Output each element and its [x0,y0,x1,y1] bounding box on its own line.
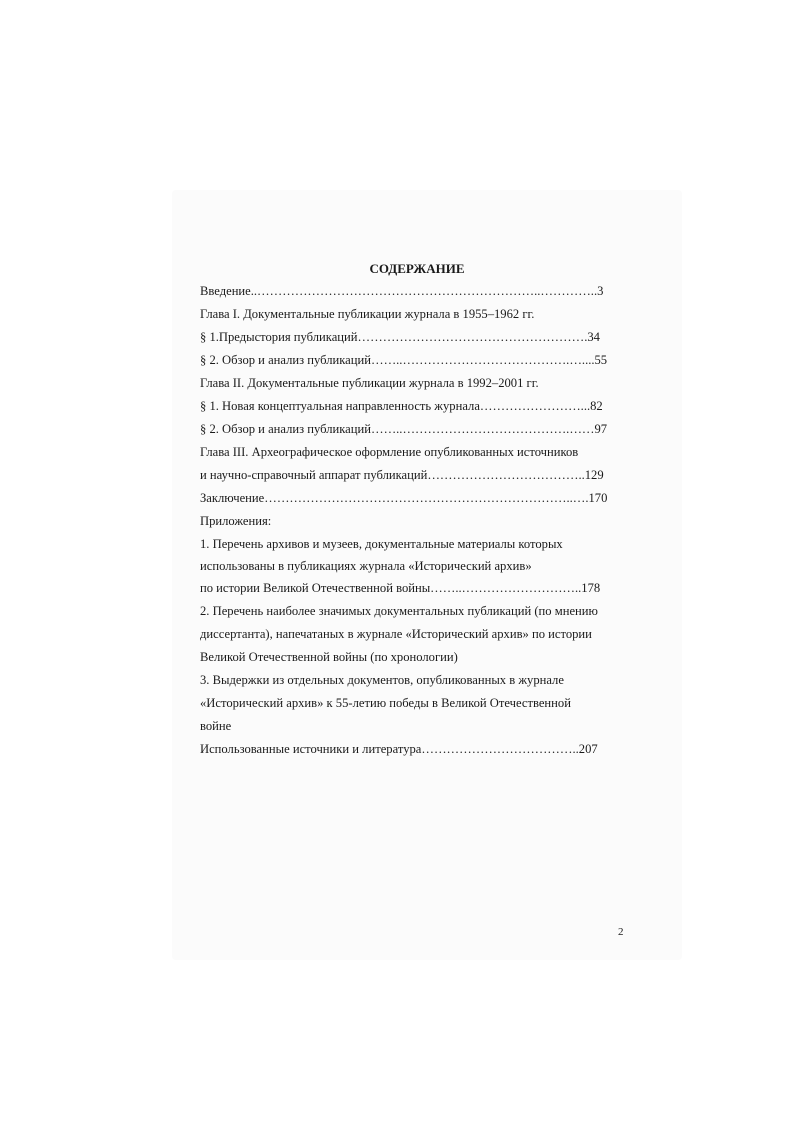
toc-chapter-1: Глава I. Документальные публикации журнала в 1955–1962 гг. [200,307,535,321]
toc-appendix-3: 3. Выдержки из отдельных документов, опубликованных в журнале [200,673,564,687]
toc-ch2-section-1: § 1. Новая концептуальная направленность журнала……………………...82 [200,399,603,413]
toc-conclusion: Заключение………………………………………………………………..….170 [200,491,608,505]
toc-ch1-section-1: § 1.Предыстория публикаций……………………………………………….34 [200,330,600,344]
toc-chapter-3-cont: и научно-справочный аппарат публикаций………………………………..129 [200,468,604,482]
toc-appendix-2-end: Великой Отечественной войны (по хронологии) [200,650,458,664]
toc-ch1-section-2: § 2. Обзор и анализ публикаций……..………………………………….…....55 [200,353,608,367]
page-number: 2 [618,926,624,938]
toc-ch2-section-2: § 2. Обзор и анализ публикаций……..………………………………….……97 [200,422,608,436]
toc-appendix-2: 2. Перечень наиболее значимых документальных публикаций (по мнению [200,604,598,618]
toc-title: СОДЕРЖАНИЕ [369,261,465,276]
toc-appendix-3-cont: «Исторический архив» к 55-летию победы в Великой Отечественной [200,696,571,710]
toc-appendix-1-cont: использованы в публикациях журнала «Исторический архив» [200,559,532,573]
toc-chapter-3: Глава III. Археографическое оформление опубликованных источников [200,445,579,459]
toc-bibliography: Использованные источники и литература………………………………..207 [200,742,598,756]
table-of-contents [200,258,620,761]
toc-appendix-1-end: по истории Великой Отечественной войны……..………………………..178 [200,581,601,595]
toc-chapter-2: Глава II. Документальные публикации журнала в 1992–2001 гг. [200,376,539,390]
toc-appendix-1: 1. Перечень архивов и музеев, документальные материалы которых [200,537,563,551]
toc-appendix-3-end: войне [200,719,232,733]
toc-appendix-2-cont: диссертанта), напечатаных в журнале «Исторический архив» по истории [200,627,592,641]
toc-entry-introduction: Введение..…………………………………………………………..…………..3 [200,284,604,298]
toc-appendices-heading: Приложения: [200,514,272,528]
